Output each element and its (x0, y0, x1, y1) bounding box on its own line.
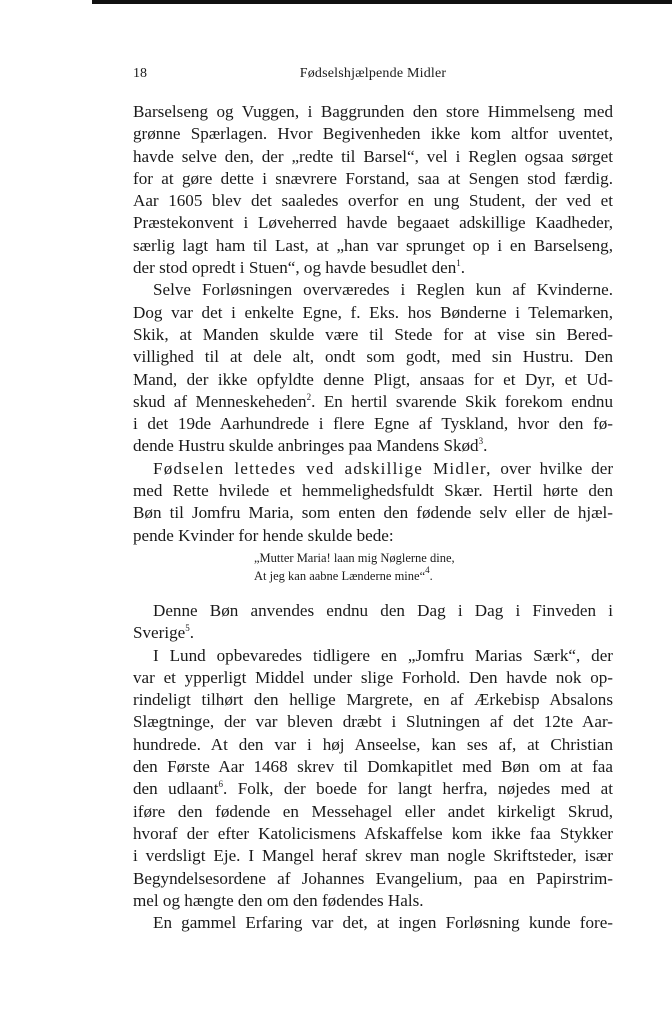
text-segment: dende Hustru skulde anbringes paa Mandens Skød (133, 436, 479, 456)
text-line: iføre den fødende en Messehagel eller andet kirkeligt Skrud, (133, 801, 613, 821)
text-line: hundrede. At den var i høj Anseelse, kan ses af, at Christian (133, 734, 613, 754)
text-line: hvoraf der efter Katolicismens Afskaffelse kom ikke faa Stykker (133, 823, 613, 843)
footnote-mark: 3 (478, 436, 484, 447)
text-segment: der stod opredt i Stuen“, og havde besudlet den (133, 258, 457, 278)
text-segment: over hvilke der (491, 458, 614, 478)
text-line: Skik, at Manden skulde være til Stede for at vise sin Bered- (133, 324, 613, 344)
page-header (133, 66, 613, 86)
text-line: Mand, der ikke opfyldte denne Pligt, ansaas for et Dyr, et Ud- (133, 369, 613, 389)
text-line: var et ypperligt Middel under slige Forhold. Den havde nok op- (133, 667, 613, 687)
quote-text: At jeg kan aabne Lænderne mine“ (254, 569, 426, 583)
text-line: pende Kvinder for hende skulde bede: (133, 525, 394, 545)
text-segment: Sverige (133, 623, 186, 643)
quote-line: At jeg kan aabne Lænderne mine“$^4$. (254, 565, 433, 583)
footnote-mark: 1 (456, 258, 461, 269)
text-line: havde selve den, der „redte til Barsel“, vel i Reglen ogsaa sørget (133, 146, 613, 166)
text-line: i det 19de Aarhundrede i flere Egne af Tyskland, hvor den fø- (133, 414, 613, 434)
top-rule (92, 0, 672, 4)
text-segment: den udlaant (133, 779, 219, 799)
spaced-text: Fødselen lettedes ved adskillige Midler, (153, 458, 492, 478)
text-line: Denne Bøn anvendes endnu den Dag i Dag i Finveden i (153, 601, 613, 620)
text-line: rindeligt tilhørt den hellige Margrete, en af Ærkebisp Absalons (133, 690, 613, 710)
text-line: med Rette hvilede et hemmelighedsfuldt Skær. Hertil hørte den (133, 481, 613, 501)
text-line (133, 391, 613, 413)
text-line: Selve Forløsningen overværedes i Reglen kun af Kvinderne. (153, 280, 613, 300)
body-text-upper (133, 101, 613, 547)
body-text-lower (133, 600, 613, 934)
text-line: for at gøre dette i snævrere Forstand, saa at Sengen stod færdig. (133, 168, 613, 188)
text-line: Slægtninge, der var bleven dræbt i Slutningen af det 12te Aar- (133, 712, 613, 732)
text-line: Bøn til Jomfru Maria, som enten den fødende selv eller de hjæl- (133, 503, 613, 523)
text-line: En gammel Erfaring var det, at ingen Forløsning kunde fore- (153, 913, 613, 933)
text-line: Barselseng og Vuggen, i Baggrunden den store Himmelseng med (133, 102, 613, 121)
text-line: I Lund opbevaredes tidligere en „Jomfru Marias Særk“, der (153, 645, 613, 665)
text-line: Sverige$^5$. (133, 623, 194, 643)
text-line: den Første Aar 1468 skrev til Domkapitlet med Bøn om at faa (133, 757, 613, 777)
text-line: Begyndelsesordene af Johannes Evangelium, paa en Papirstrim- (133, 868, 613, 888)
text-line: der stod opredt i Stuen“, og havde besudlet den$^1$. (133, 258, 466, 278)
text-segment: . Folk, der boede for langt herfra, nøjedes med at (222, 779, 613, 799)
text-line (133, 778, 613, 800)
quote-line: „Mutter Maria! laan mig Nøglerne dine, (254, 551, 455, 565)
text-segment: . En hertil svarende Skik forekom endnu (311, 391, 613, 411)
page-number: 18 (133, 66, 147, 81)
running-title: Fødselshjælpende Midler (299, 66, 447, 81)
footnote-mark: 5 (185, 623, 190, 634)
text-line: dende Hustru skulde anbringes paa Mandens Skød$^3$. (133, 436, 488, 456)
text-line: mel og hængte den om den fødendes Hals. (133, 890, 424, 910)
text-line: Aar 1605 blev det saaledes overfor en ung Student, der ved et (133, 191, 613, 211)
footnote-mark: 4 (425, 565, 430, 575)
text-line: Præstekonvent i Løveherred havde begaaet adskillige Kaadheder, (133, 213, 613, 233)
footnote-mark: 6 (218, 779, 223, 790)
text-line: særlig lagt ham til Last, at „han var sprunget op i en Barselseng, (133, 235, 613, 255)
text-line: villighed til at dele alt, ondt som godt, med sin Hustru. Den (133, 347, 613, 367)
text-segment: skud af Menneskeheden (133, 391, 307, 411)
text-line: grønne Spærlagen. Hvor Begivenheden ikke kom altfor uventet, (133, 124, 613, 144)
text-line: i verdsligt Eje. I Mangel heraf skrev man nogle Skriftsteder, især (133, 846, 613, 866)
text-line (133, 458, 613, 480)
text-line: Dog var det i enkelte Egne, f. Eks. hos Bønderne i Telemarken, (133, 302, 613, 322)
verse-quote (254, 549, 574, 585)
footnote-mark: 2 (306, 391, 312, 402)
